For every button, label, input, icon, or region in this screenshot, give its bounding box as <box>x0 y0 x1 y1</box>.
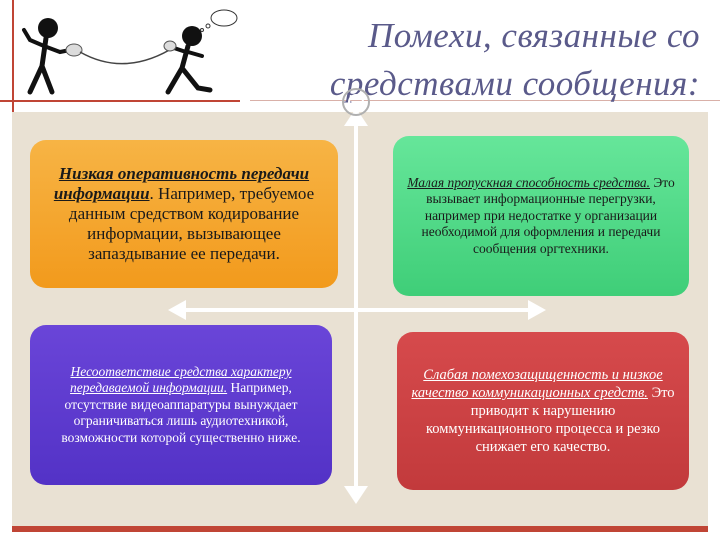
box-mismatch-text: Например, отсутствие видеоаппаратуры вынуждает ограничиваться лишь аудиотехникой, возможности которой существенно ниже. <box>61 380 301 445</box>
box-low-bandwidth <box>393 136 689 296</box>
ring-ornament-inner <box>348 94 364 110</box>
slide-title-line-1: Помехи, связанные со <box>368 16 700 55</box>
box-weak-noise-protection-title: Слабая помехозащищенность и низкое качество коммуникационных средств. <box>411 367 663 401</box>
box-weak-noise-protection <box>397 332 689 490</box>
box-low-efficiency <box>30 140 338 288</box>
box-mismatch-title: Несоответствие средства характеру передаваемой информации. <box>70 363 292 396</box>
box-low-bandwidth-content <box>405 175 677 258</box>
box-weak-noise-protection-content <box>409 366 677 456</box>
slide-title-line-2: средствами сообщения: <box>329 64 700 103</box>
box-weak-noise-protection-text: Это приводит к нарушению коммуникационного процесса и резко снижает его качество. <box>425 385 675 455</box>
box-low-efficiency-text: . Например, требуемое данным средством кодирование информации, вызывающее запаздывание ее передачи. <box>68 184 315 263</box>
box-mismatch <box>30 325 332 485</box>
box-low-bandwidth-title: Малая пропускная способность средства. <box>407 174 650 190</box>
box-low-efficiency-content <box>40 164 328 264</box>
box-mismatch-content <box>42 364 320 447</box>
box-low-bandwidth-text: Это вызывает информационные перегрузки, например при недостатке у организации необходимой для оформления и передачи сообщения оргтехники. <box>421 174 675 256</box>
box-low-efficiency-title: Низкая оперативность передачи информации <box>53 164 310 203</box>
